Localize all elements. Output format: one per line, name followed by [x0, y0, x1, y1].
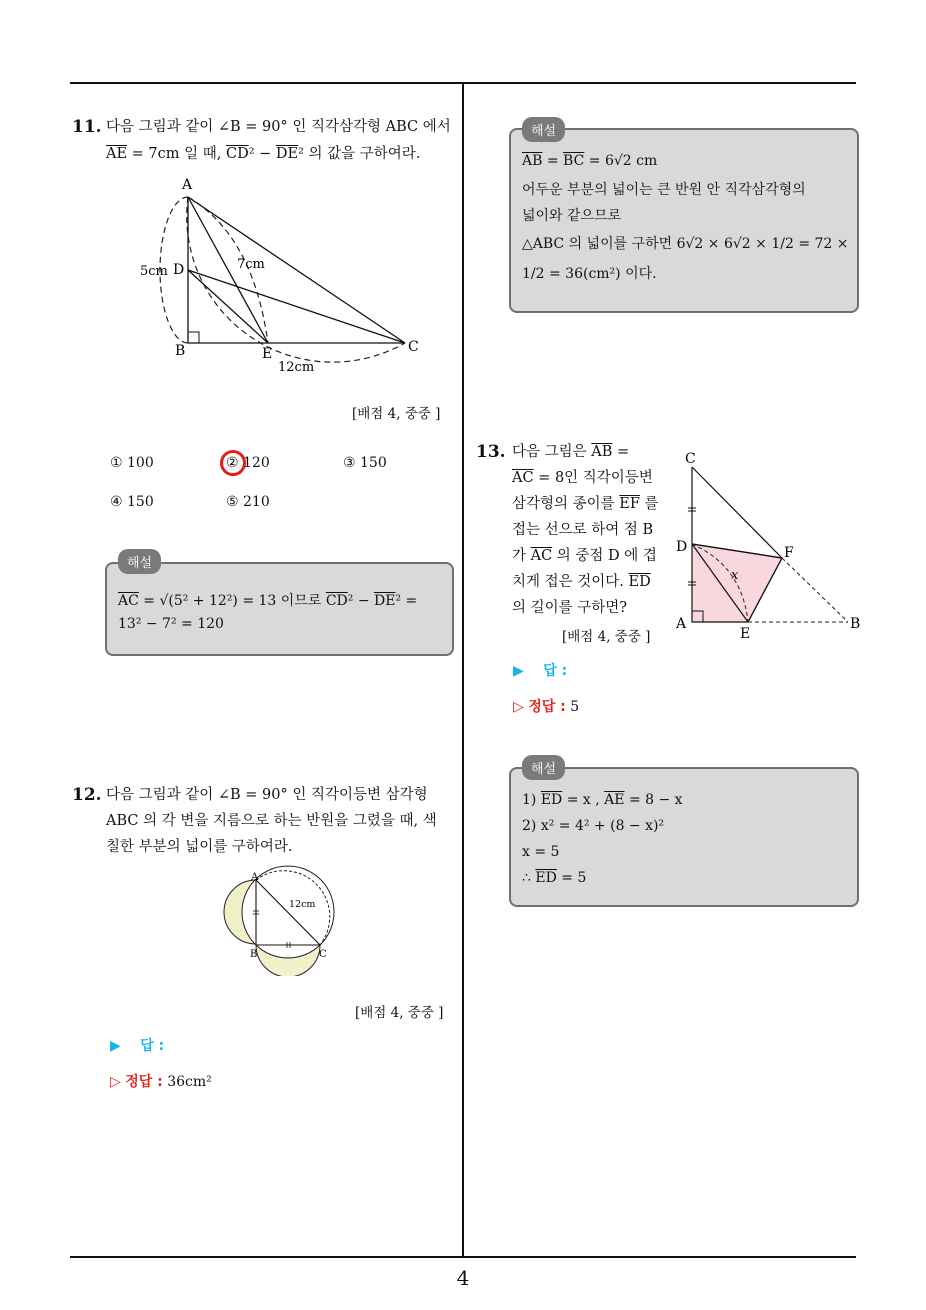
- q11-expl-line2: 13² − 7² = 120: [118, 616, 224, 632]
- q13-expl-line1: 1) $\overline{ED} = x$ , $\overline{AE} = 8 - x$: [522, 792, 683, 808]
- q11-len-7: 7cm: [237, 257, 265, 272]
- q13-expl-line4: ∴ $\overline{ED} = 5$: [522, 870, 587, 886]
- q12-figure: [222, 864, 342, 976]
- q13-number: 13.: [476, 442, 506, 462]
- q11-meta: [배점 4, 중중 ]: [352, 406, 441, 422]
- q13-explanation-tag: 해설: [522, 755, 565, 780]
- q13-label-a: A: [676, 616, 687, 632]
- q11-choice-4[interactable]: ④ 150: [110, 494, 154, 510]
- page-number: 4: [456, 1266, 470, 1290]
- q13-line5: 가 $\overline{AC}$ 의 중점 D 에 겹: [512, 548, 657, 564]
- q13-answer-row: ▶ 답 :: [513, 663, 568, 679]
- q13-meta: [배점 4, 중중 ]: [562, 629, 651, 645]
- q11-expl-line1: $\overline{AC} = √(5^2 + 12^2) = 13$ 이므로 $\overline{CD}^2 - \overline{DE}^2$ =: [118, 593, 418, 609]
- q11-len-12: 12cm: [278, 360, 315, 375]
- q12-expl-line3: 넓이와 같으므로: [522, 208, 622, 224]
- q11-label-e: E: [262, 346, 273, 362]
- q11-choice-3[interactable]: ③ 150: [343, 455, 387, 471]
- q11-explanation-tag: 해설: [118, 549, 161, 574]
- q13-line6: 치게 접은 것이다. $\overline{ED}$: [512, 574, 651, 590]
- q12-correct-row: ▷ 정답 : 36cm²: [110, 1074, 212, 1090]
- q11-figure: [135, 175, 435, 380]
- q11-number: 11.: [72, 117, 102, 137]
- q12-expl-line1: $\overline{AB} = \overline{BC} = 6√2$ cm: [522, 153, 658, 169]
- q12-label-c: C: [319, 949, 327, 960]
- play-icon: ▶: [110, 1038, 121, 1054]
- column-divider: [462, 82, 464, 1258]
- q11-choice-2[interactable]: ② 120: [226, 455, 270, 471]
- q13-label-b: B: [850, 616, 861, 632]
- q12-expl-line4: △ABC 의 넓이를 구하면 6√2 × 6√2 × 1/2 = 72 ×: [522, 236, 849, 252]
- q12-number: 12.: [72, 785, 102, 805]
- q12-label-a: A: [251, 872, 259, 883]
- q11-label-b: B: [175, 343, 186, 359]
- q12-line1: 다음 그림과 같이 ∠B = 90° 인 직각이등변 삼각형: [106, 787, 428, 803]
- q12-meta: [배점 4, 중중 ]: [355, 1005, 444, 1021]
- q12-explanation-tag: 해설: [522, 117, 565, 142]
- q11-line2: $\overline{AE} = 7cm$ 일 때, $\overline{CD}^2 - \overline{DE}^2$ 의 값을 구하여라.: [106, 146, 421, 162]
- q12-answer-row: ▶ 답 :: [110, 1038, 165, 1054]
- q13-line2: $\overline{AC} = 8$인 직각이등변: [512, 470, 653, 486]
- q12-len: 12cm: [289, 899, 316, 910]
- q13-correct-row: ▷ 정답 : 5: [513, 699, 580, 715]
- q12-expl-line5: 1/2 = 36(cm²) 이다.: [522, 266, 657, 282]
- q11-line1: 다음 그림과 같이 ∠B = 90° 인 직각삼각형 ABC 에서: [106, 119, 451, 135]
- q11-label-d: D: [173, 262, 185, 278]
- bottom-rule: [70, 1256, 856, 1258]
- q13-label-f: F: [784, 545, 794, 561]
- q12-label-b: B: [250, 949, 258, 960]
- q11-choice-5[interactable]: ⑤ 210: [226, 494, 270, 510]
- q13-explanation-box: [509, 767, 859, 907]
- q13-label-e: E: [740, 626, 751, 642]
- q13-line7: 의 길이를 구하면?: [512, 600, 628, 616]
- q13-line1: 다음 그림은 $\overline{AB}$ =: [512, 444, 630, 460]
- q12-line3: 칠한 부분의 넓이를 구하여라.: [106, 839, 293, 855]
- q13-figure: [672, 446, 864, 644]
- q13-expl-line2: 2) x² = 4² + (8 − x)²: [522, 818, 665, 834]
- q13-label-c: C: [685, 451, 696, 467]
- play-icon: ▶: [513, 663, 524, 679]
- q11-label-a: A: [182, 177, 193, 193]
- q13-label-d: D: [676, 539, 688, 555]
- q13-label-x: x: [731, 568, 739, 583]
- triangle-outline-icon: ▷: [513, 699, 524, 715]
- q11-choice-1[interactable]: ① 100: [110, 455, 154, 471]
- q13-expl-line3: x = 5: [522, 844, 560, 860]
- triangle-outline-icon: ▷: [110, 1074, 121, 1090]
- q13-line4: 접는 선으로 하여 점 B: [512, 522, 654, 538]
- q11-len-5: 5cm: [140, 264, 168, 279]
- q12-expl-line2: 어두운 부분의 넓이는 큰 반원 안 직각삼각형의: [522, 182, 806, 198]
- q13-line3: 삼각형의 종이를 $\overline{EF}$ 를: [512, 496, 659, 512]
- q12-line2: ABC 의 각 변을 지름으로 하는 반원을 그렸을 때, 색: [106, 813, 437, 829]
- q11-label-c: C: [408, 339, 419, 355]
